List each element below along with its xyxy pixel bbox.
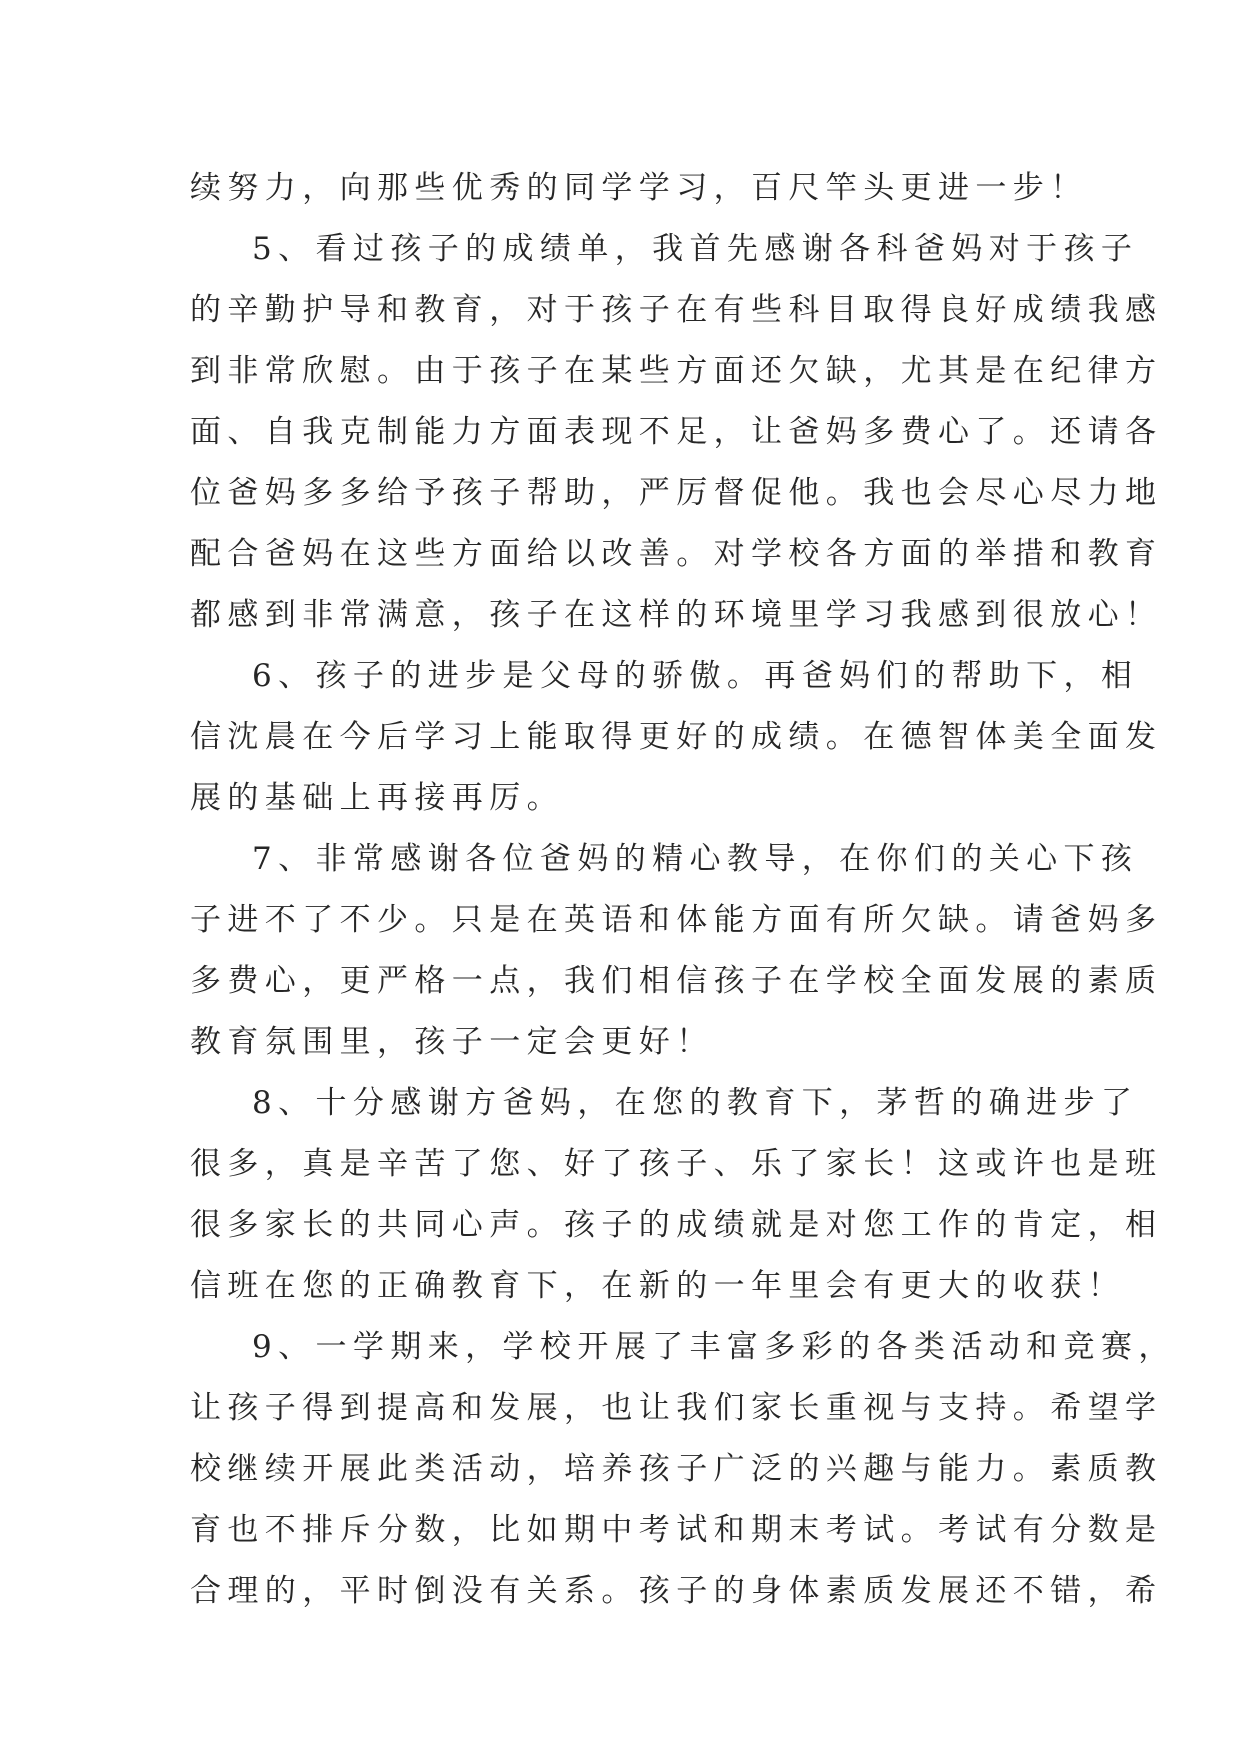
text-line: 让孩子得到提高和发展，也让我们家长重视与支持。希望学 (190, 1390, 1163, 1426)
text-line: 合理的，平时倒没有关系。孩子的身体素质发展还不错，希 (190, 1573, 1163, 1609)
text-line: 子进不了不少。只是在英语和体能方面有所欠缺。请爸妈多 (190, 902, 1163, 938)
text-line: 配合爸妈在这些方面给以改善。对学校各方面的举措和教育 (190, 536, 1163, 572)
document-body (190, 158, 1176, 1622)
text-line: 信班在您的正确教育下，在新的一年里会有更大的收获！ (190, 1268, 1125, 1304)
text-line: 展的基础上再接再厉。 (190, 780, 564, 816)
text-line: 多费心，更严格一点，我们相信孩子在学校全面发展的素质 (190, 963, 1163, 999)
text-line: 很多家长的共同心声。孩子的成绩就是对您工作的肯定，相 (190, 1207, 1163, 1243)
text-line: 教育氛围里，孩子一定会更好！ (190, 1024, 714, 1060)
text-line: 位爸妈多多给予孩子帮助，严厉督促他。我也会尽心尽力地 (190, 475, 1163, 511)
paragraph-7-start: 7、非常感谢各位爸妈的精心教导，在你们的关心下孩 (252, 841, 1139, 877)
text-line: 到非常欣慰。由于孩子在某些方面还欠缺，尤其是在纪律方 (190, 353, 1163, 389)
paragraph-9-start: 9、一学期来，学校开展了丰富多彩的各类活动和竞赛， (252, 1329, 1176, 1365)
paragraph-6-start: 6、孩子的进步是父母的骄傲。再爸妈们的帮助下，相 (252, 658, 1139, 694)
text-line: 都感到非常满意，孩子在这样的环境里学习我感到很放心！ (190, 597, 1163, 633)
text-line: 续努力，向那些优秀的同学学习，百尺竿头更进一步！ (190, 170, 1088, 206)
text-line: 的辛勤护导和教育，对于孩子在有些科目取得良好成绩我感 (190, 292, 1163, 328)
paragraph-5-start: 5、看过孩子的成绩单，我首先感谢各科爸妈对于孩子 (252, 231, 1139, 267)
paragraph-8-start: 8、十分感谢方爸妈，在您的教育下，茅哲的确进步了 (252, 1085, 1139, 1121)
text-line: 信沈晨在今后学习上能取得更好的成绩。在德智体美全面发 (190, 719, 1163, 755)
text-line: 校继续开展此类活动，培养孩子广泛的兴趣与能力。素质教 (190, 1451, 1163, 1487)
text-line: 面、自我克制能力方面表现不足，让爸妈多费心了。还请各 (190, 414, 1163, 450)
text-line: 很多，真是辛苦了您、好了孩子、乐了家长！这或许也是班 (190, 1146, 1163, 1182)
text-line: 育也不排斥分数，比如期中考试和期末考试。考试有分数是 (190, 1512, 1163, 1548)
